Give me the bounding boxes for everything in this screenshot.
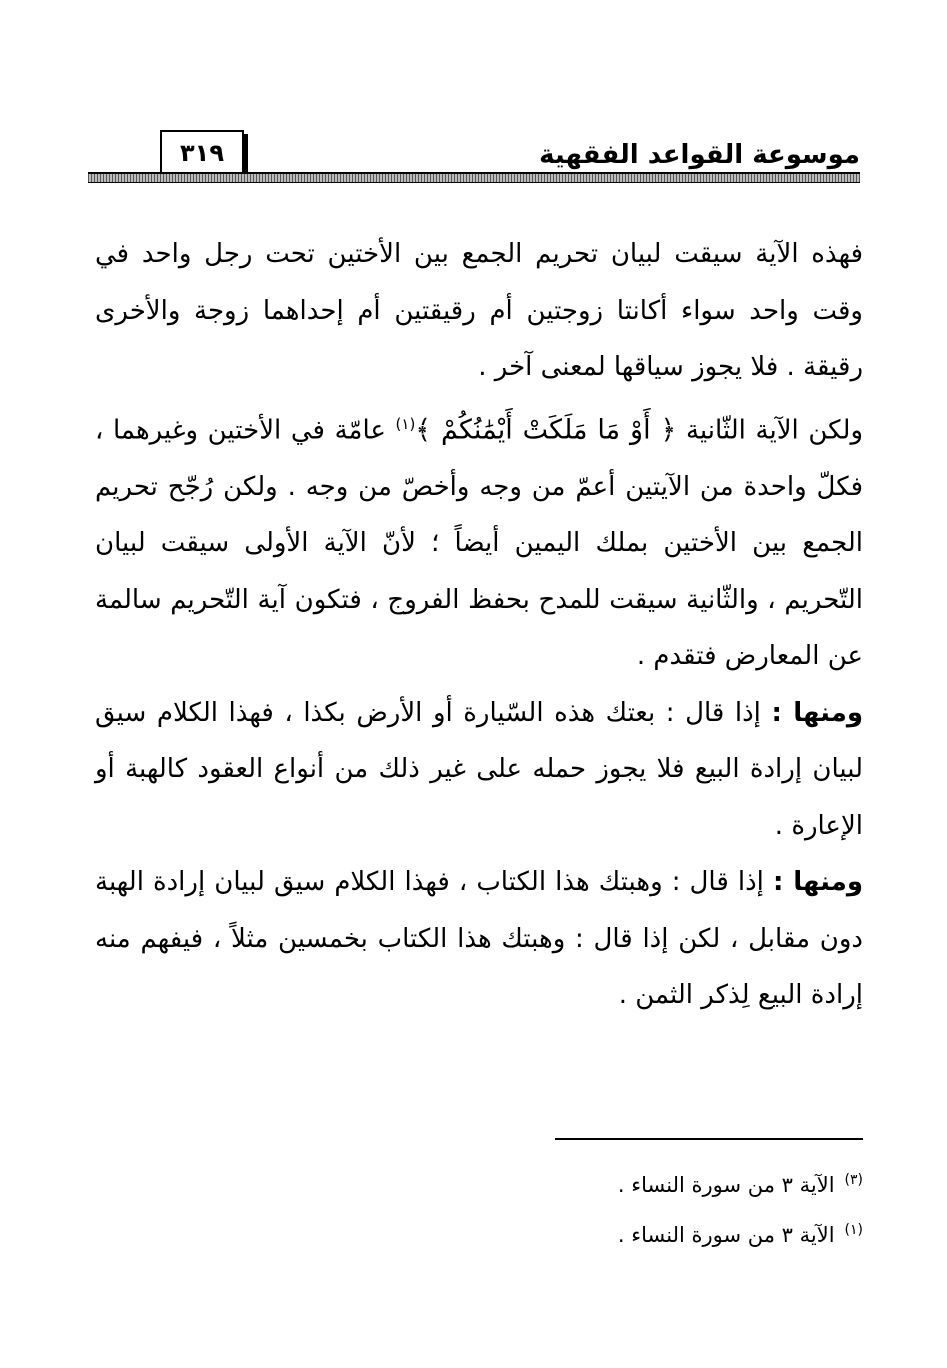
footnote xyxy=(618,1208,863,1258)
paragraph-4 xyxy=(95,854,863,1024)
keyword-minha: ومنها : xyxy=(772,867,864,898)
footnote-separator xyxy=(555,1138,863,1140)
footnote-text: الآية ٣ من سورة النساء . xyxy=(617,1223,835,1247)
main-text xyxy=(95,226,863,1024)
paragraph-2-rest: عامّة في الأختين وغيرهما ، فكلّ واحدة من الآيتين أعمّ من وجه وأخصّ من وجه . ولكن رُجّح تحريم الجمع بين الأختين بملك اليمين أيضاً ؛ لأنّ الآية الأولى سيقت لبيان التّحريم ، والثّانية سيقت للمدح بحفظ الفروج ، فتكون آية التّحريم سالمة عن المعارض فتقدم . xyxy=(95,415,863,672)
page-number-box xyxy=(160,130,244,176)
footnote-text: الآية ٣ من سورة النساء . xyxy=(617,1173,835,1197)
paragraph-3 xyxy=(95,685,863,855)
paragraph-3-rest: إذا قال : بعتك هذه السّيارة أو الأرض بكذا ، فهذا الكلام سيق لبيان إرادة البيع فلا يجوز حمله على غير ذلك من أنواع العقود كالهبة أو الإعارة . xyxy=(95,697,863,841)
paragraph-1: فهذه الآية سيقت لبيان تحريم الجمع بين الأختين تحت رجل واحد في وقت واحد سواء أكانتا زوجتين أم رقيقتين أم إحداهما زوجة والأخرى رقيقة . فلا يجوز سياقها لمعنى آخر . xyxy=(95,239,863,382)
paragraph-2-start: ولكن الآية الثّانية xyxy=(685,415,863,446)
book-title: موسوعة القواعد الفقهية xyxy=(539,140,860,170)
footnotes xyxy=(618,1158,863,1258)
page-number: ٣١٩ xyxy=(180,139,224,167)
paragraph-2 xyxy=(95,396,863,685)
footnote-mark: (١) xyxy=(844,1222,863,1238)
footnote-mark: (٣) xyxy=(844,1172,863,1188)
footnote-ref: (١) xyxy=(395,414,416,433)
running-header xyxy=(88,130,860,182)
footnote xyxy=(618,1158,863,1208)
keyword-minha: ومنها : xyxy=(771,697,864,728)
header-rule xyxy=(88,172,860,183)
paragraph-4-rest: إذا قال : وهبتك هذا الكتاب ، فهذا الكلام سيق لبيان إرادة الهبة دون مقابل ، لكن إذا قال : وهبتك هذا الكتاب بخمسين مثلاً ، فيفهم منه إرادة البيع لِذكر الثمن . xyxy=(95,867,863,1011)
quran-verse: ﴿ أَوْ مَا مَلَكَتْ أَيْمَٰنُكُمْ ﴾ xyxy=(415,414,677,446)
